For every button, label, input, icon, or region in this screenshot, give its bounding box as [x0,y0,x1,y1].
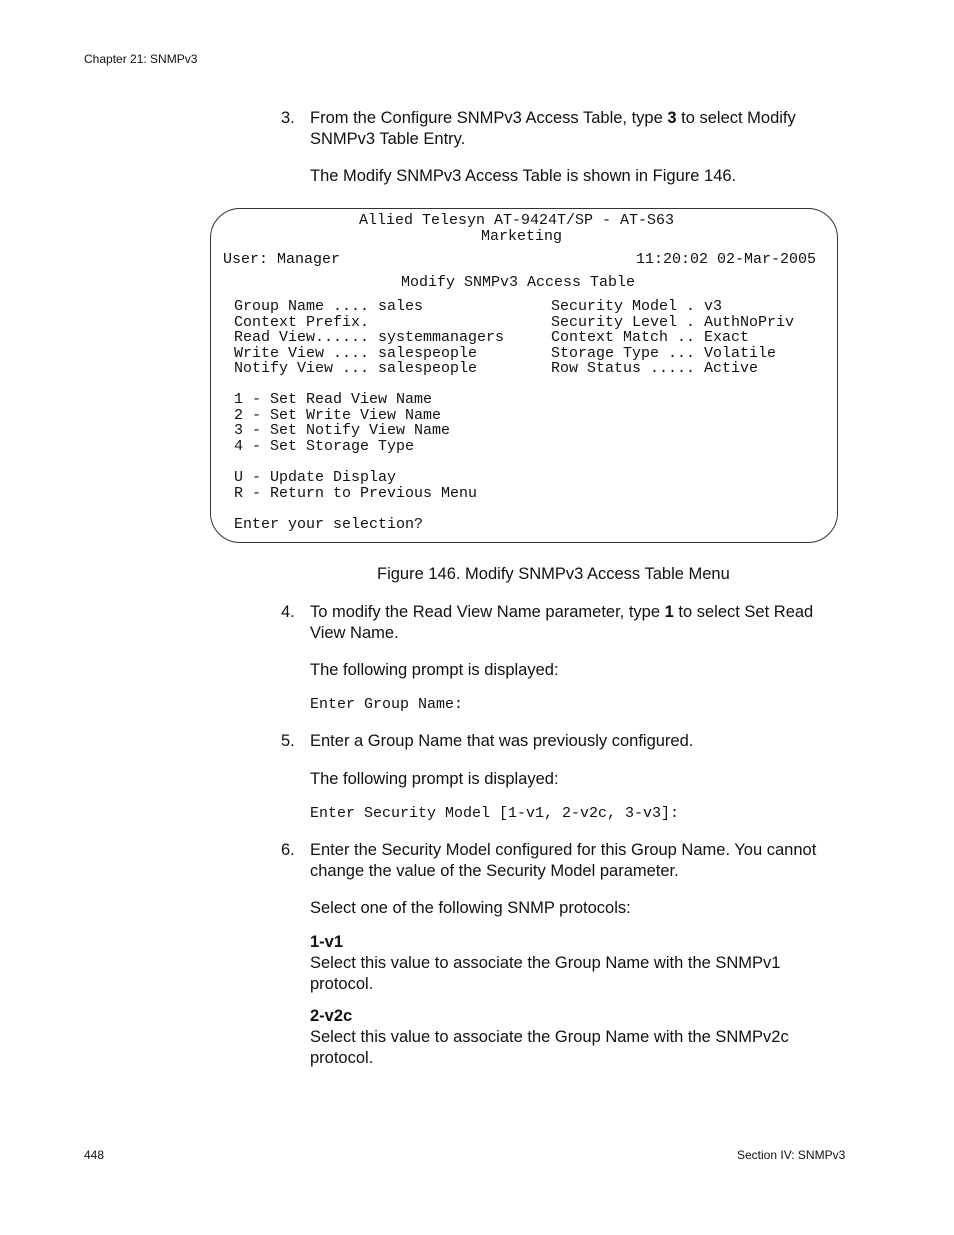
option-item [310,1006,789,1069]
step-number: 5. [281,732,295,750]
menu-option[interactable]: R - Return to Previous Menu [234,484,478,502]
menu-option[interactable]: U - Update Display [234,469,397,486]
field-right: Row Status ..... Active [551,360,759,377]
field-right: Security Model . v3 [551,298,723,315]
menu-option[interactable]: 3 - Set Notify View Name [234,422,451,439]
selection-prompt[interactable]: Enter your selection? [234,516,424,533]
step5-code: Enter Security Model [1-v1, 2-v2c, 3-v3]: [310,805,680,822]
field-left: Read View...... systemmanagers [234,329,505,346]
step-number: 3. [281,109,295,127]
step5-text: Enter a Group Name that was previously configured. [310,732,694,750]
terminal-user: User: Manager [223,251,341,268]
menu-option[interactable]: 2 - Set Write View Name [234,406,442,424]
field-left: Context Prefix. [234,313,370,331]
figure-caption: Figure 146. Modify SNMPv3 Access Table Menu [377,565,730,583]
section-footer: Section IV: SNMPv3 [737,1148,846,1162]
option-desc: Select this value to associate the Group Name with the SNMPv1 [310,954,781,972]
field-left: Group Name .... sales [234,298,424,315]
field-right: Security Level . AuthNoPriv [551,313,795,331]
option-desc: protocol. [310,1049,374,1067]
option-term: 1-v1 [310,933,344,951]
menu-option[interactable]: 1 - Set Read View Name [234,391,433,408]
step4-key: 1 [664,603,674,621]
step6-note: Select one of the following SNMP protocols: [310,899,631,917]
step-number: 4. [281,603,295,621]
terminal-title: Allied Telesyn AT-9424T/SP - AT-S63 [359,212,675,229]
field-right: Storage Type ... Volatile [551,344,777,362]
step4-note: The following prompt is displayed: [310,661,559,679]
step-number: 6. [281,841,295,859]
terminal-datetime: 11:20:02 02-Mar-2005 [636,251,817,268]
menu-option[interactable]: 4 - Set Storage Type [234,437,415,455]
step3-note: The Modify SNMPv3 Access Table is shown in Figure 146. [310,167,737,185]
terminal-screen-title: Modify SNMPv3 Access Table [401,274,636,291]
field-left: Notify View ... salespeople [234,360,478,377]
option-term: 2-v2c [310,1007,353,1025]
step3-key: 3 [667,109,677,127]
field-right: Context Match .. Exact [551,329,750,346]
step6-text: Enter the Security Model configured for this Group Name. You cannot change the value of the Security Model parameter. [310,841,817,880]
field-left: Write View .... salespeople [234,344,478,362]
terminal-screen [210,208,838,543]
step4-code: Enter Group Name: [310,696,464,713]
step5-note: The following prompt is displayed: [310,770,559,788]
terminal-subtitle: Marketing [481,228,563,245]
step4-text: To modify the Read View Name parameter, type 1 to select Set Read View Name. [310,603,814,642]
option-desc: Select this value to associate the Group Name with the SNMPv2c [310,1028,789,1046]
option-desc: protocol. [310,975,374,993]
page-number: 448 [84,1148,105,1162]
step3-text: From the Configure SNMPv3 Access Table, type 3 to select Modify SNMPv3 Table Entry. [310,109,796,148]
chapter-header: Chapter 21: SNMPv3 [84,52,198,66]
option-item [310,932,780,995]
